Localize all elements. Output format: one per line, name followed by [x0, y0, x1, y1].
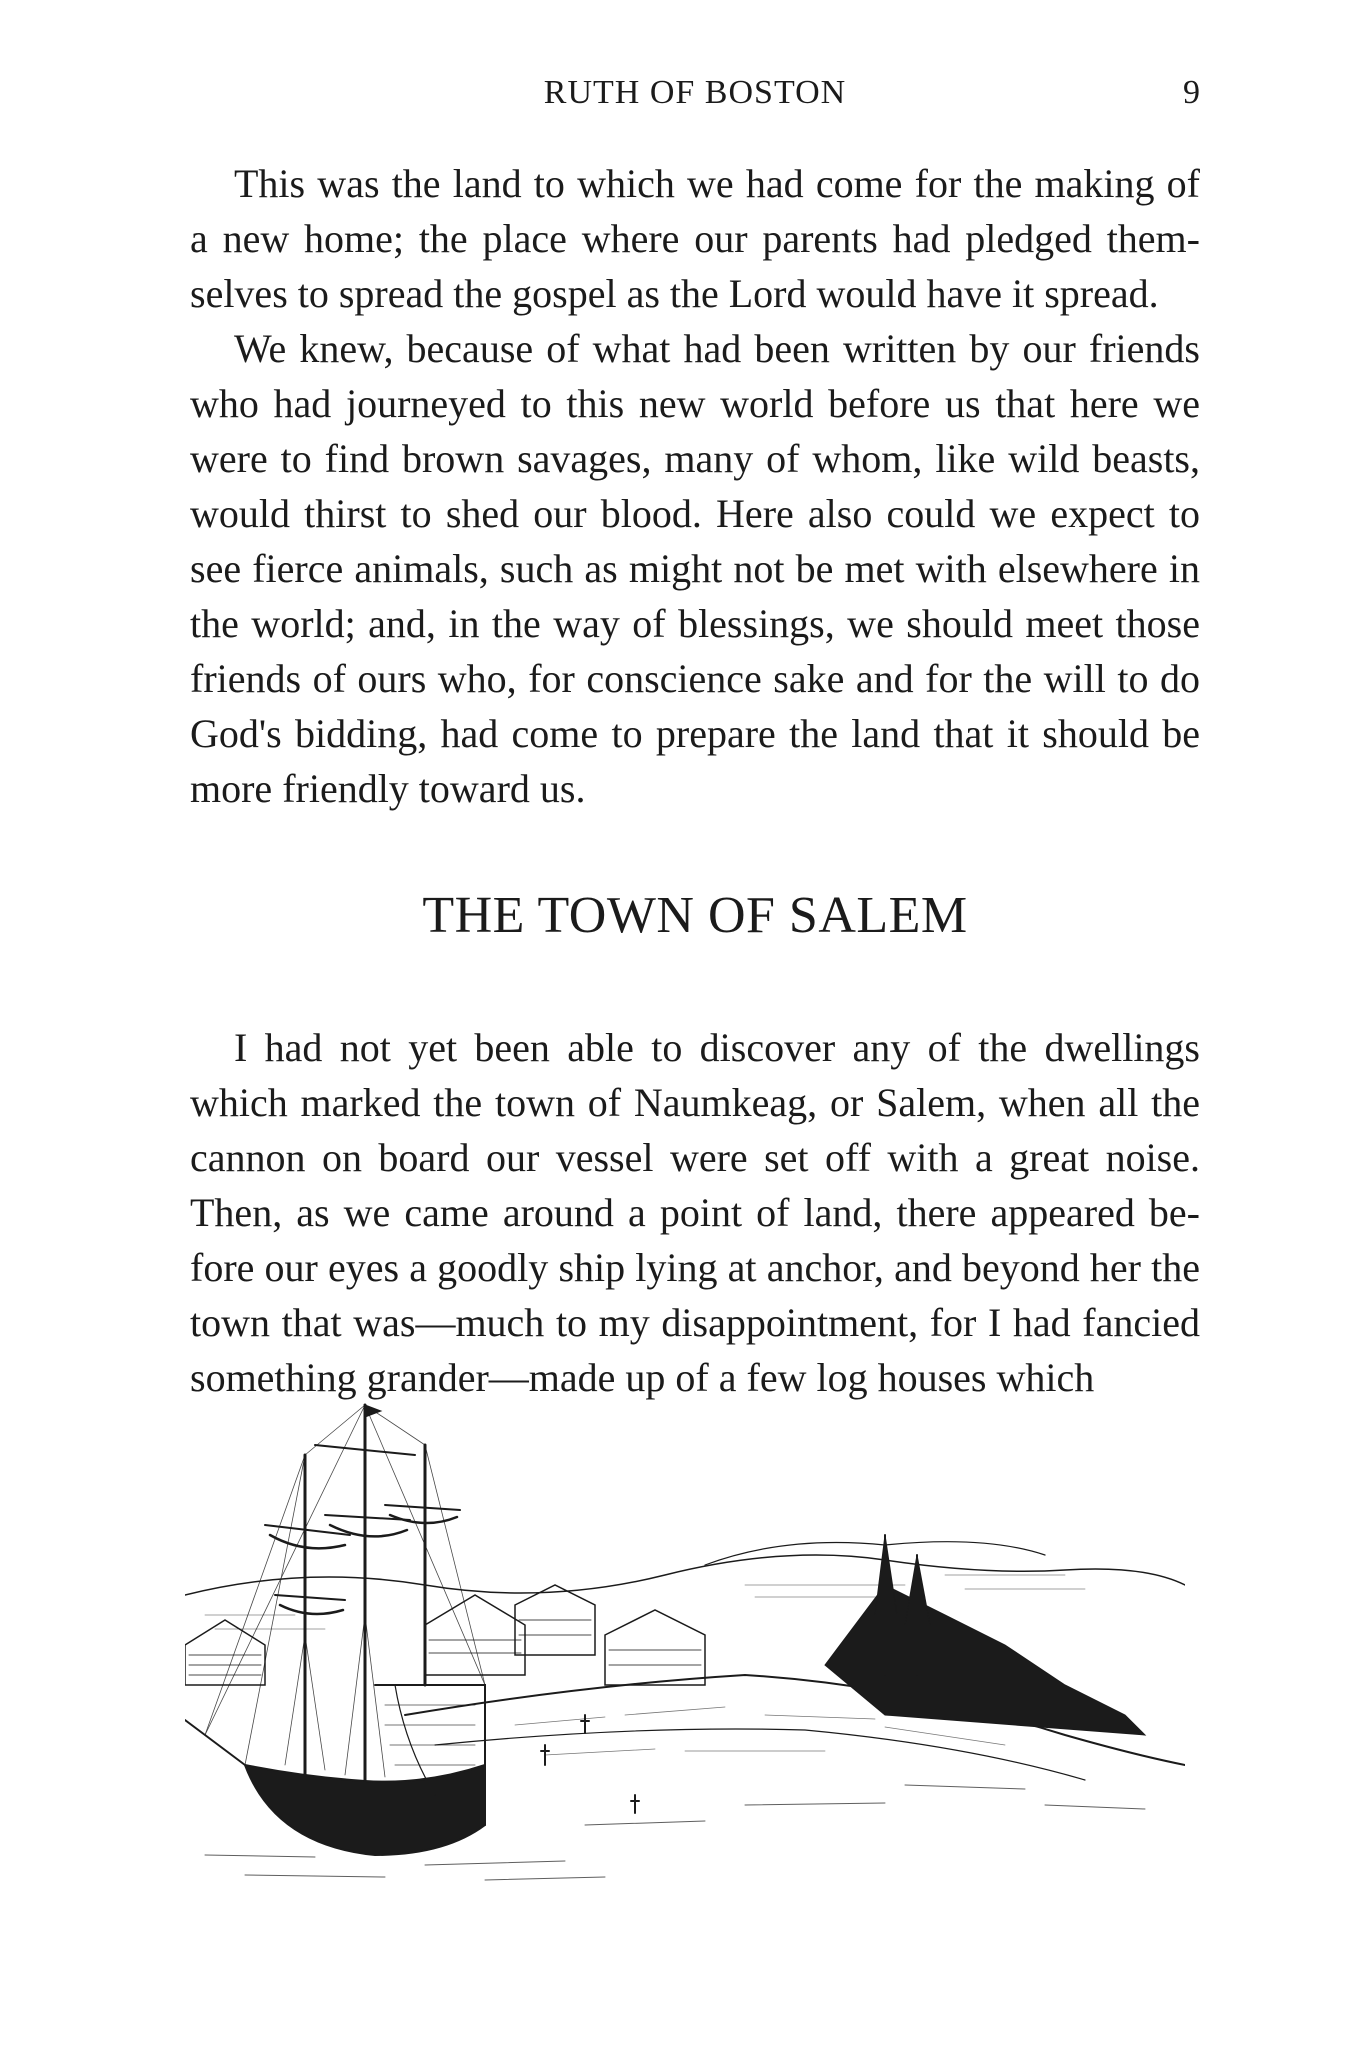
running-head [190, 74, 1200, 126]
page-number: 9 [1183, 74, 1200, 111]
text-block-after-heading [190, 1020, 1200, 1405]
ship-harbor-illustration [185, 1385, 1185, 1885]
text-block-before-heading [190, 156, 1200, 816]
ship-harbor-engraving-icon [185, 1385, 1185, 1885]
running-title: RUTH OF BOSTON [543, 74, 847, 111]
paragraph: This was the land to which we had come for the making of a new home; the place where our parents had pledged themselves to spread the gospel as the Lord would have it spread. [190, 161, 1200, 316]
paragraph: I had not yet been able to discover any of the dwellings which marked the town of Naumkeag, or Salem, when all the cannon on board our vessel were set off with a great noise. Then, as we came around a point of land, there appeared before our eyes a goodly ship lying at anchor, and beyond her the town that was—much to my disappointment, for I had fancied something grander—made up of a few log houses which [190, 1025, 1200, 1400]
paragraph: We knew, because of what had been written by our friends who had journeyed to this new world before us that here we were to find brown savages, many of whom, like wild beasts, would thirst to shed our blood. Here also could we expect to see fierce animals, such as might not be met with elsewhere in the world; and, in the way of blessings, we should meet those friends of ours who, for conscience sake and for the will to do God's bidding, had come to prepare the land that it should be more friendly toward us. [190, 326, 1200, 811]
section-heading: THE TOWN OF SALEM [422, 887, 968, 944]
